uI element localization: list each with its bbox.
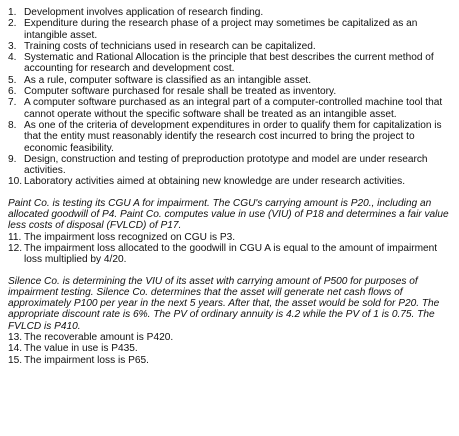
case-paint-co: Paint Co. is testing its CGU A for impairment. The CGU's carrying amount is P20., including an allocated goodwill of P4. Paint Co. computes value in use (VIU) of P18 and determines a fair value less costs of disposal (FVLCD) of P17. <box>8 197 449 232</box>
statement-list-part-2 <box>8 232 455 266</box>
statement-list-part-3 <box>8 332 455 366</box>
item-text: As a rule, computer software is classified as an intangible asset. <box>24 74 312 86</box>
statement-item <box>8 243 455 266</box>
item-text: A computer software purchased as an integral part of a computer-controlled machine tool that cannot operate without the specific software shall be treated as an intangible asset. <box>24 97 443 120</box>
item-text: The impairment loss allocated to the goodwill in CGU A is equal to the amount of impairment loss multiplied by 4/20. <box>24 242 438 266</box>
item-number: 11. <box>8 231 22 243</box>
section-spacer <box>8 266 455 276</box>
statement-item <box>8 120 455 154</box>
statement-item <box>8 176 455 187</box>
statement-item <box>8 41 455 52</box>
statement-item <box>8 86 455 97</box>
item-number: 7. <box>8 97 17 109</box>
section-spacer <box>8 188 455 198</box>
item-text: Expenditure during the research phase of a project may sometimes be capitalized as an intangible asset. <box>24 18 418 41</box>
statement-item <box>8 332 455 343</box>
statement-item <box>8 75 455 86</box>
item-text: Computer software purchased for resale shall be treated as inventory. <box>24 86 337 98</box>
item-text: Development involves application of research finding. <box>24 7 264 18</box>
item-number: 15. <box>8 354 23 366</box>
item-number: 4. <box>8 52 17 64</box>
item-number: 12. <box>8 242 23 254</box>
item-number: 8. <box>8 119 17 131</box>
item-number: 6. <box>8 86 17 98</box>
statement-item <box>8 154 455 177</box>
item-number: 10. <box>8 176 23 188</box>
case-silence-co: Silence Co. is determining the VIU of its asset with carrying amount of P500 for purposes of impairment testing. Silence Co. determines that the asset will generate net cash flows of approximately P100 per year in the next 5 years. After that, the asset would be sold for P20. The appropriate discount rate is 6%. The PV of ordinary annuity is 4.2 while the PV of 1 is 0.75. The FVLCD is P410. <box>8 275 440 332</box>
item-number: 2. <box>8 18 17 30</box>
item-number: 1. <box>8 7 17 18</box>
item-number: 3. <box>8 40 17 52</box>
statement-item <box>8 343 455 354</box>
item-text: As one of the criteria of development expenditures in order to qualify them for capitalization is that the entity must reasonably identify the research cost incurred to bring the project to economic feasibility. <box>24 119 442 154</box>
item-text: Systematic and Rational Allocation is the principle that best describes the current method of accounting for research and development cost. <box>24 52 434 75</box>
item-number: 5. <box>8 74 17 86</box>
item-number: 9. <box>8 153 17 165</box>
statement-item <box>8 232 455 243</box>
item-text: The impairment loss recognized on CGU is P3. <box>24 231 236 243</box>
item-text: The value in use is P435. <box>24 343 138 355</box>
statement-item <box>8 7 455 18</box>
statement-item <box>8 355 455 366</box>
item-text: Training costs of technicians used in research can be capitalized. <box>24 40 316 52</box>
item-text: Laboratory activities aimed at obtaining new knowledge are under research activities. <box>24 176 406 188</box>
item-text: Design, construction and testing of preproduction prototype and model are under research activities. <box>24 153 428 177</box>
statement-item <box>8 52 455 75</box>
item-text: The recoverable amount is P420. <box>24 332 174 344</box>
statement-item <box>8 18 455 41</box>
statement-item <box>8 97 455 120</box>
statement-list-part-1 <box>8 7 455 188</box>
item-number: 13. <box>8 332 23 344</box>
item-text: The impairment loss is P65. <box>24 354 149 366</box>
item-number: 14. <box>8 343 23 355</box>
